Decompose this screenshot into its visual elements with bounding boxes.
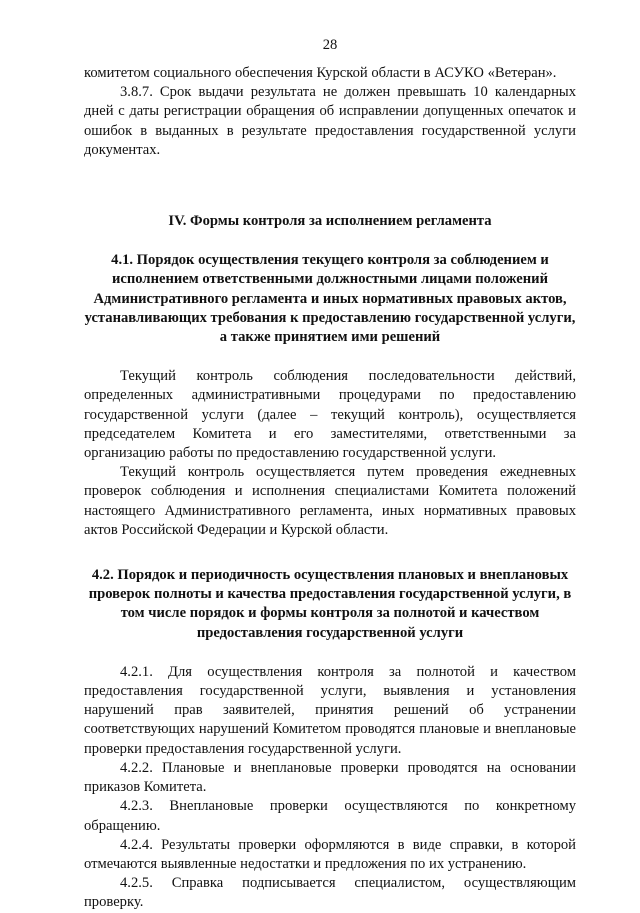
paragraph-continuation: комитетом социального обеспечения Курской области в АСУКО «Ветеран».: [84, 65, 557, 81]
subsection-4-1-title: 4.1. Порядок осуществления текущего контроля за соблюдением и исполнением ответственными должностными лицами положений Административного регламента и иных нормативных правовых актов, устанавливающих требования к предоставлению государственной услуги, а также принятием ими решений: [84, 252, 576, 346]
section-title: IV. Формы контроля за исполнением регламента: [168, 213, 492, 230]
paragraph-4-2-1: 4.2.1. Для осуществления контроля за полнотой и качеством предоставления государственной услуги, выявления и установления нарушений прав заявителей, принятия решений об устранении соответствующих нарушений Комитетом проводятся плановые и внеплановые проверки предоставления государственной услуги.: [84, 663, 576, 757]
paragraph-current-control: Текущий контроль соблюдения последовательности действий, определенных административными процедурами по предоставлению государственной услуги (далее – текущий контроль), осуществляется председателем Комитета и его заместителями, ответственными за организацию работы по предоставлению государственной услуги.: [84, 368, 576, 462]
subsection-4-2-title: 4.2. Порядок и периодичность осуществления плановых и внеплановых проверок полноты и качества предоставления государственной услуги, в том числе порядок и формы контроля за полнотой и качеством предоставления государственной услуги: [88, 567, 572, 641]
document-body: [84, 64, 576, 913]
paragraph-4-2-3: 4.2.3. Внеплановые проверки осуществляются по конкретному обращению.: [84, 798, 576, 834]
paragraph-current-control-method: Текущий контроль осуществляется путем проведения ежедневных проверок соблюдения и исполнения специалистами Комитета положений настоящего Административного регламента, иных нормативных правовых актов Российской Федерации и Курской области.: [84, 464, 576, 538]
page-number: 28: [322, 37, 338, 53]
paragraph-4-2-2: 4.2.2. Плановые и внеплановые проверки проводятся на основании приказов Комитета.: [84, 759, 576, 796]
paragraph-3-8-7: 3.8.7. Срок выдачи результата не должен превышать 10 календарных дней с даты регистрации обращения об исправлении допущенных опечаток и ошибок в выданных в результате предоставления государственной услуги документах.: [84, 84, 576, 158]
paragraph-4-2-5: 4.2.5. Справка подписывается специалистом, осуществляющим проверку.: [84, 875, 576, 911]
paragraph-4-2-4: 4.2.4. Результаты проверки оформляются в виде справки, в которой отмечаются выявленные недостатки и предложения по их устранению.: [84, 836, 576, 872]
